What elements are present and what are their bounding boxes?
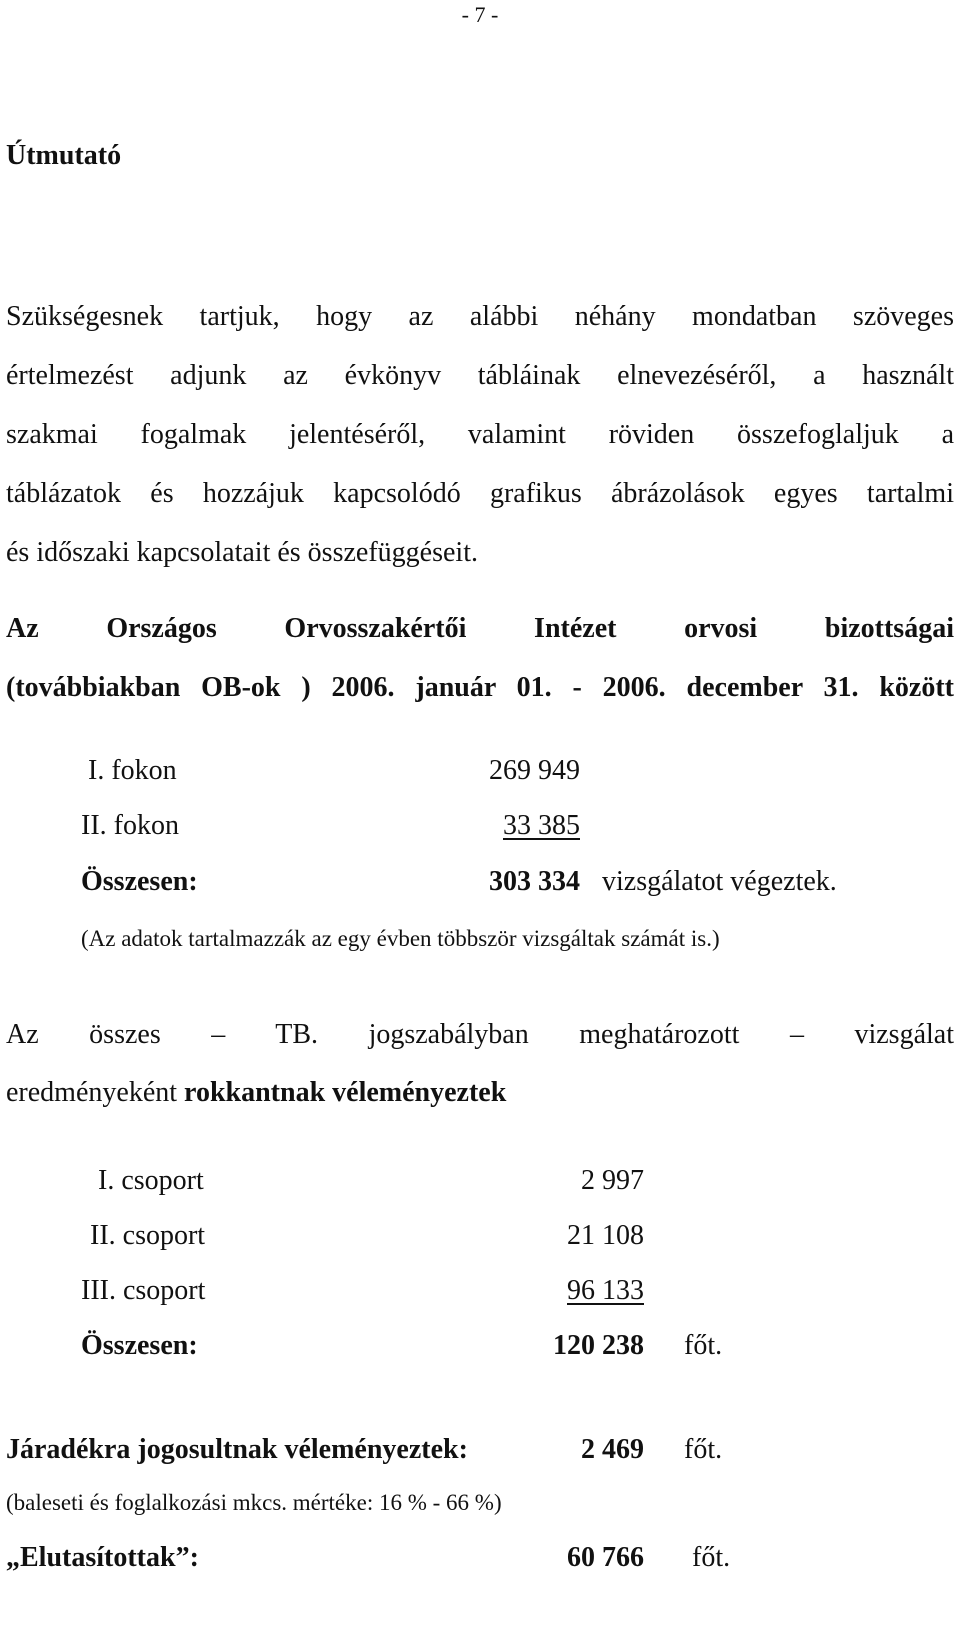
intro-line: szakmai fogalmak jelentéséről, valamint röviden összefoglaljuk a xyxy=(6,419,954,450)
groups-total-unit: főt. xyxy=(684,1330,723,1361)
tb-line-bold: rokkantnak véleményeztek xyxy=(184,1077,507,1108)
levels-total-value: 303 334 xyxy=(489,866,580,897)
rejected-label: „Elutasítottak”: xyxy=(6,1542,199,1573)
tb-line: Az összes – TB. jogszabályban meghatározott – vizsgálat xyxy=(6,1019,954,1050)
tb-line xyxy=(6,1063,954,1121)
jaradek-value: 2 469 xyxy=(581,1434,644,1465)
level-2-label: II. fokon xyxy=(81,810,179,841)
ob-line: (továbbiakban OB-ok ) 2006. január 01. - 2006. december 31. között xyxy=(6,672,954,703)
group-1-value: 2 997 xyxy=(581,1165,644,1196)
ob-line: Az Országos Orvosszakértői Intézet orvosi bizottságai xyxy=(6,613,954,644)
group-2-label: II. csoport xyxy=(90,1220,206,1251)
jaradek-note: (baleseti és foglalkozási mkcs. mértéke: 16 % - 66 %) xyxy=(6,1490,502,1515)
intro-line: értelmezést adjunk az évkönyv tábláinak elnevezéséről, a használt xyxy=(6,360,954,391)
ob-paragraph xyxy=(6,599,954,717)
intro-line: táblázatok és hozzájuk kapcsolódó grafikus ábrázolások egyes tartalmi xyxy=(6,478,954,509)
page-title: Útmutató xyxy=(6,140,122,171)
levels-total-suffix: vizsgálatot végeztek. xyxy=(602,866,837,897)
group-2-value: 21 108 xyxy=(567,1220,644,1251)
intro-line: és időszaki kapcsolatait és összefüggéseit. xyxy=(6,537,478,568)
groups-total-value: 120 238 xyxy=(553,1330,644,1361)
level-2-value: 33 385 xyxy=(503,810,580,841)
intro-paragraph xyxy=(6,287,954,582)
rejected-unit: főt. xyxy=(692,1542,731,1573)
jaradek-unit: főt. xyxy=(684,1434,723,1465)
levels-total-label: Összesen: xyxy=(81,866,198,897)
intro-line: Szükségesnek tartjuk, hogy az alábbi néhány mondatban szöveges xyxy=(6,301,954,332)
jaradek-label: Járadékra jogosultnak véleményeztek: xyxy=(6,1434,468,1465)
level-1-label: I. fokon xyxy=(88,755,177,786)
page-number: - 7 - xyxy=(461,2,499,27)
levels-note: (Az adatok tartalmazzák az egy évben többször vizsgáltak számát is.) xyxy=(81,926,720,951)
group-3-label: III. csoport xyxy=(81,1275,206,1306)
group-3-value: 96 133 xyxy=(567,1275,644,1306)
tb-line-prefix: eredményeként xyxy=(6,1077,185,1108)
groups-total-label: Összesen: xyxy=(81,1330,198,1361)
level-1-value: 269 949 xyxy=(489,755,580,786)
tb-paragraph xyxy=(6,1005,954,1121)
rejected-value: 60 766 xyxy=(567,1542,644,1573)
group-1-label: I. csoport xyxy=(98,1165,204,1196)
